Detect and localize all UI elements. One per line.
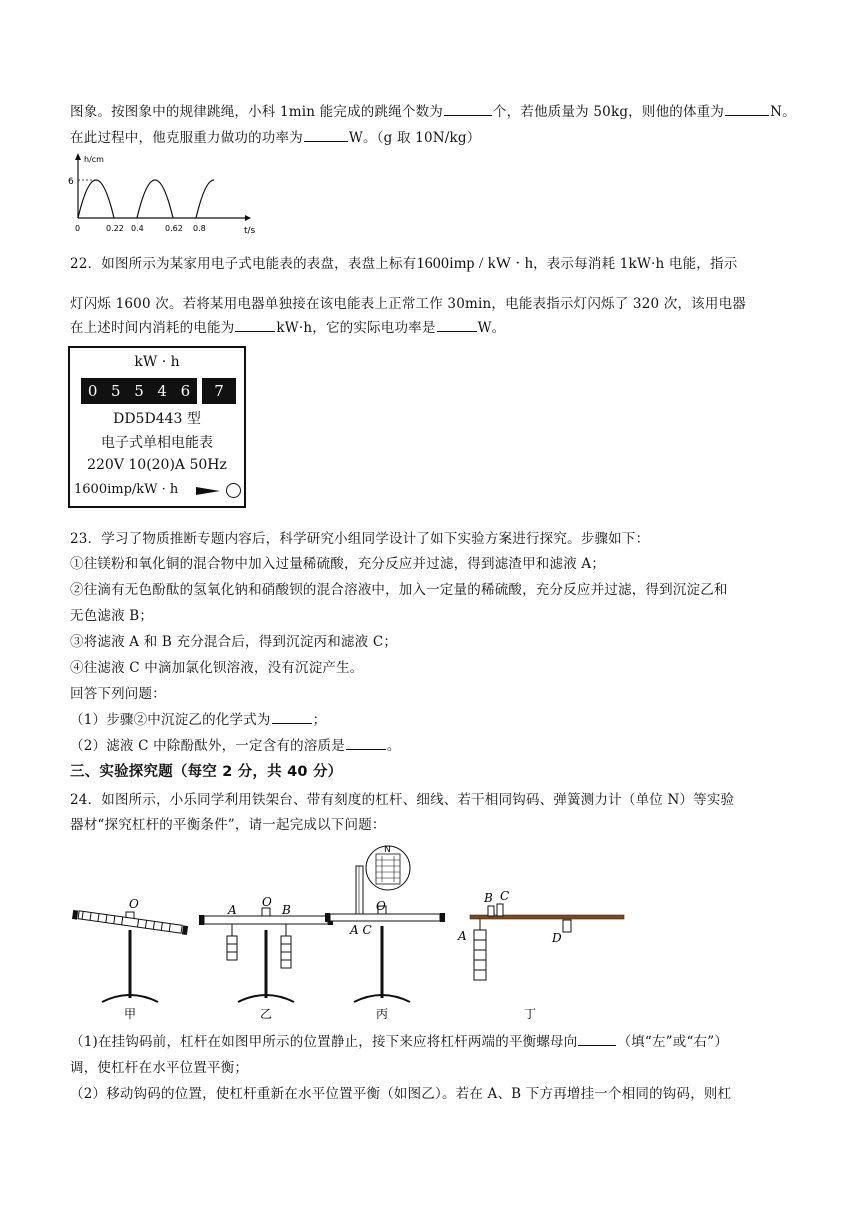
hook-weight <box>281 936 291 944</box>
hook-weight <box>474 950 486 960</box>
x-tick: 0.8 <box>193 224 206 233</box>
hook-weight <box>281 952 291 960</box>
point-b-label: B <box>282 903 291 917</box>
balance-nut <box>440 913 445 922</box>
hook-weight <box>227 952 237 960</box>
balance-nut <box>182 925 188 935</box>
pivot-label: O <box>129 897 139 911</box>
q22-line1: 22．如图所示为某家用电子式电能表的表盘，表盘上标有1600imp / kW · h，表示每消耗 1kW·h 电能，指示 <box>70 255 738 272</box>
hook-weight <box>281 960 291 968</box>
q24-sub2: （2）移动钩码的位置，使杠杆重新在水平位置平衡（如图乙）。若在 A、B 下方再增挂一个相同的钩码，则杠 <box>70 1086 732 1102</box>
clamp-c <box>497 904 503 916</box>
lever-experiment-figure <box>60 838 660 1022</box>
pivot-label: O <box>262 895 272 909</box>
x-axis-label: t/s <box>244 226 256 236</box>
hook-weight <box>281 944 291 952</box>
point-a-label: A <box>228 903 237 917</box>
point-c-label: C <box>500 889 510 903</box>
meter-digit: 6 <box>180 382 191 400</box>
point-b-label: B <box>484 891 493 905</box>
x-axis-arrow <box>245 215 251 221</box>
q24-sub1: （1)在挂钩码前，杠杆在如图甲所示的位置静止，接下来应将杠杆两端的平衡螺母向 （填“左”或“右”） <box>70 1030 728 1050</box>
q24-sub1-cont: 调，使杠杆在水平位置平衡； <box>70 1060 249 1076</box>
lever-bar <box>204 916 328 924</box>
meter-digit: 5 <box>134 382 144 400</box>
hook-weight <box>227 936 237 944</box>
meter-constant-formula: 1600imp / kW · h <box>416 255 534 272</box>
q21-line1: 图象。按图象中的规律跳绳，小科 1min 能完成的跳绳个数为 个，若他质量为 50kg，则他的体重为 N。 <box>70 100 796 120</box>
q23-step2: ②往滴有无色酚酞的氢氧化钠和硝酸钡的混合溶液中，加入一定量的稀硫酸，充分反应并过滤，得到沉淀乙和 <box>70 582 728 598</box>
lever-setup-jia <box>72 897 188 1021</box>
q24-line1: 24．如图所示，小乐同学利用铁架台、带有刻度的杠杆、细线、若干相同钩码、弹簧测力计（单位 N）等实验 <box>70 792 735 808</box>
hook-weight <box>474 940 486 950</box>
answer-blank[interactable] <box>437 317 477 332</box>
q23-step3: ③将滤液 A 和 B 充分混合后，得到沉淀丙和滤液 C； <box>70 634 398 650</box>
q23-sub2: （2）滤液 C 中除酚酞外，一定含有的溶质是 。 <box>70 734 401 754</box>
hook-weight <box>227 944 237 952</box>
lever-setup-bing <box>325 845 445 1021</box>
q21-line2: 在此过程中，他克服重力做功的功率为 W。（g 取 10N/kg） <box>70 126 480 146</box>
indicator-arrow-icon <box>196 485 222 497</box>
point-ac-label: A C <box>350 923 372 937</box>
balance-nut <box>325 913 330 922</box>
meter-imp: 1600imp/kW · h <box>74 482 179 497</box>
q23-step1: ①往镁粉和氧化铜的混合物中加入过量稀硫酸，充分反应并过滤，得到滤渣甲和滤液 A； <box>70 556 606 572</box>
point-d-label: D <box>552 931 562 945</box>
meter-model: DD5D443 型 <box>113 411 201 427</box>
caption-yi: 乙 <box>260 1007 273 1021</box>
point-a-label: A <box>458 929 467 943</box>
q23-intro: 23．学习了物质推断专题内容后，科学研究小组同学设计了如下实验方案进行探究。步骤如下： <box>70 531 650 547</box>
pivot <box>262 908 270 916</box>
spring-scale <box>356 866 363 914</box>
hook-weight <box>474 970 486 980</box>
meter-digit: 5 <box>111 382 121 400</box>
energy-meter-dial <box>68 346 246 508</box>
scale-dial <box>376 854 400 884</box>
x-tick: 0.4 <box>131 224 144 233</box>
lever-setup-yi <box>199 895 333 1021</box>
answer-blank[interactable] <box>304 127 348 142</box>
caption-bing: 丙 <box>376 1007 389 1021</box>
meter-digit: 4 <box>157 382 167 400</box>
jump-curve-1 <box>78 180 114 218</box>
y-axis-arrow <box>75 153 81 160</box>
jump-height-graph <box>60 150 260 236</box>
q23-sub1: （1）步骤②中沉淀乙的化学式为 ； <box>70 708 326 728</box>
jump-curve-3 <box>196 180 214 218</box>
caption-ding: 丁 <box>524 1007 537 1021</box>
y-tick-6: 6 <box>68 177 74 187</box>
balance-nut <box>72 910 78 920</box>
answer-blank[interactable] <box>444 101 492 116</box>
lever-setup-ding <box>457 889 624 1021</box>
q24-line2: 器材“探究杠杆的平衡条件”，请一起完成以下问题： <box>70 817 386 833</box>
answer-blank[interactable] <box>346 735 386 750</box>
meter-digit-display <box>81 378 197 404</box>
q23-step4: ④往滤液 C 中滴加氯化钡溶液，没有沉淀产生。 <box>70 660 364 676</box>
caption-jia: 甲 <box>124 1007 137 1021</box>
answer-blank[interactable] <box>578 1031 616 1046</box>
x-tick: 0 <box>75 224 81 233</box>
meter-digit: 0 <box>87 382 98 400</box>
hook-weight <box>474 960 486 970</box>
pivot-label: O <box>376 899 386 913</box>
q23-step2-cont: 无色滤液 B； <box>70 608 154 624</box>
hook-weight <box>563 920 571 932</box>
meter-decimal-digit: 7 <box>202 378 236 404</box>
x-tick: 0.22 <box>106 224 124 233</box>
y-axis-label: h/cm <box>84 155 104 164</box>
answer-blank[interactable] <box>272 709 312 724</box>
meter-spec: 220V 10(20)A 50Hz <box>87 457 227 473</box>
lever-bar <box>330 914 440 921</box>
balance-nut <box>199 915 204 925</box>
meter-unit: kW · h <box>134 354 180 370</box>
hook-weight <box>474 930 486 940</box>
q22-line2: 灯闪烁 1600 次。若将某用电器单独接在该电能表上正常工作 30min，电能表指示灯闪烁了 320 次，该用电器 <box>70 296 746 312</box>
q23-answer-prompt: 回答下列问题： <box>70 686 166 702</box>
jump-curve-2 <box>137 180 173 218</box>
clamp-b <box>488 906 494 916</box>
answer-blank[interactable] <box>235 317 275 332</box>
q22-line3: 在上述时间内消耗的电能为 kW·h，它的实际电功率是 W。 <box>70 316 505 336</box>
newton-unit-label: N <box>384 845 391 855</box>
answer-blank[interactable] <box>725 101 769 116</box>
meter-name: 电子式单相电能表 <box>101 435 213 451</box>
indicator-light-icon <box>226 483 241 498</box>
x-tick: 0.62 <box>165 224 183 233</box>
section-heading: 三、实验探究题（每空 2 分，共 40 分） <box>70 764 343 780</box>
